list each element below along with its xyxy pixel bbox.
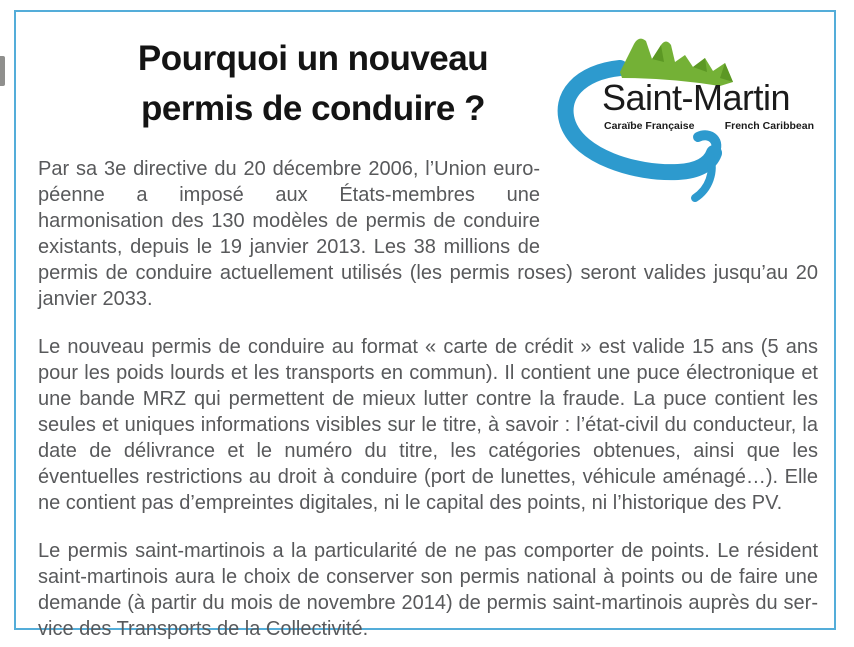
logo-wordmark: Saint-Martin: [602, 77, 791, 118]
paragraph-directive: Par sa 3e directive du 20 décembre 2006, l’Union européenne a imposé aux États-membres une harmonisation des 130 modèles de permis de conduire existants, depuis le 19 janvier 2013. Les 38 millions de permis de conduire actuellement utilisés (les permis roses) seront valides jusqu’au 20 janvier 2033.: [38, 158, 818, 310]
page-title: [93, 34, 533, 134]
page-title-line2: permis de conduire ?: [141, 89, 485, 128]
saint-martin-ribbon-icon: [550, 32, 818, 248]
paragraph-nouveau-permis: Le nouveau permis de conduire au format « carte de crédit » est valide 15 ans (5 ans pour les poids lourds et les transports en commun). Il contient une puce électronique et une bande MRZ qui permettent de mieux lutter contre la fraude. La puce contient les seules et uniques informations visibles sur le titre, à savoir : l’état-civil du conducteur, la date de délivrance et le numéro du titre, les catégories obtenues, ainsi que les éventuelles restrictions au droit à conduire (port de lunettes, véhicule aménagé…). Elle ne contient pas d’empreintes digitales, ni le capital des points, ni l’historique des PV.: [38, 336, 818, 514]
page-title-line1: Pourquoi un nouveau: [137, 39, 489, 78]
scan-edge-artifact: [0, 56, 5, 86]
logo-subtitle-english: French Caribbean: [724, 120, 814, 132]
paragraph-permis-saint-martinois: Le permis saint-martinois a la particularité de ne pas comporter de points. Le résident saint-martinois aura le choix de conserver son permis national à points ou de faire une demande (à partir du mois de novembre 2014) de permis saint-martinois auprès du service des Transports de la Collectivité.: [38, 540, 818, 640]
document-frame: [14, 10, 836, 640]
logo-subtitle-french: Caraïbe Française: [604, 120, 695, 132]
logo-subtitles: [604, 120, 814, 132]
saint-martin-logo: [550, 32, 818, 248]
